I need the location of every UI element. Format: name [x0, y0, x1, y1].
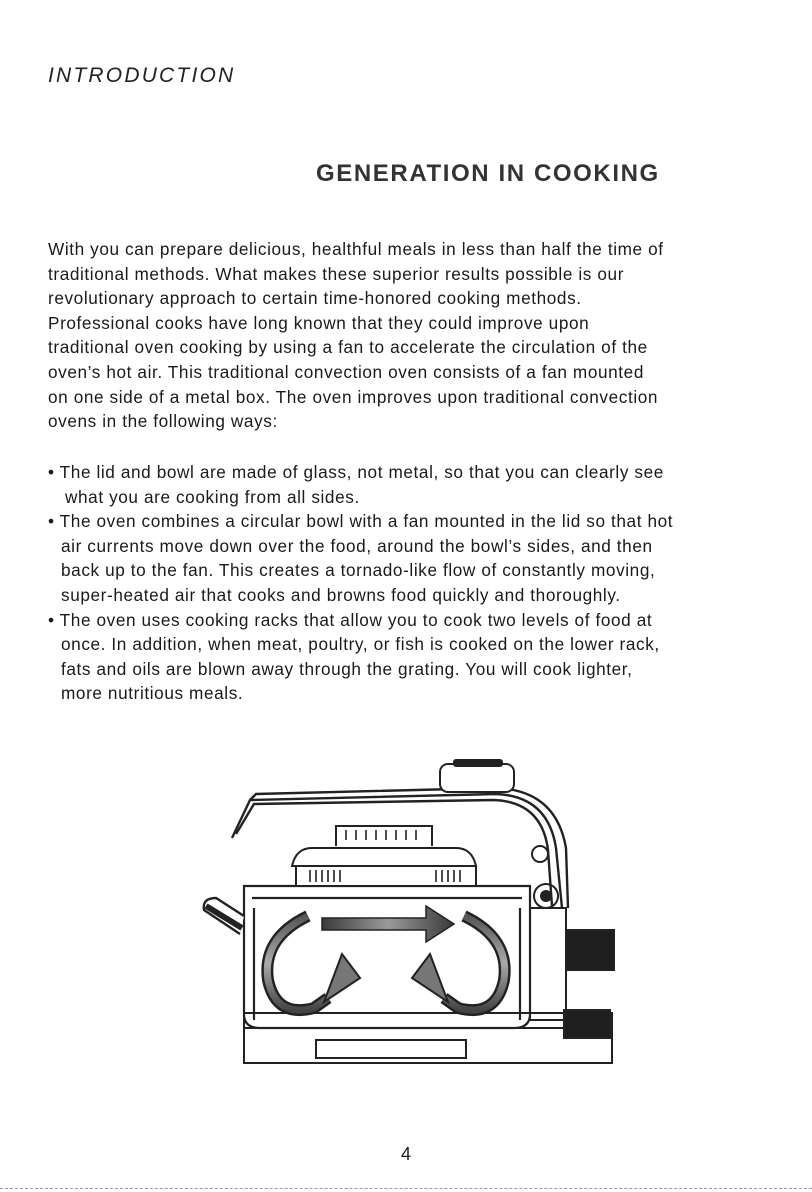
feature-list-item: [48, 460, 808, 509]
intro-line: on one side of a metal box. The oven improves upon traditional convection: [48, 386, 659, 407]
section-title: INTRODUCTION: [48, 64, 236, 87]
intro-line: revolutionary approach to certain time-honored cooking methods.: [48, 288, 582, 309]
airflow-arrow-right-icon: [322, 906, 454, 942]
feature-line: • The oven combines a circular bowl with a fan mounted in the lid so that hot: [48, 511, 674, 532]
feature-line: what you are cooking from all sides.: [65, 486, 360, 507]
feature-line: air currents move down over the food, around the bowl’s sides, and then: [61, 535, 653, 556]
airflow-up-arrow-left-icon: [324, 954, 360, 1002]
feature-line: super-heated air that cooks and browns food quickly and thoroughly.: [61, 584, 621, 605]
feature-line: back up to the fan. This creates a tornado-like flow of constantly moving,: [61, 560, 656, 581]
airflow-up-arrow-right-icon: [412, 954, 448, 1002]
intro-line: oven’s hot air. This traditional convection oven consists of a fan mounted: [48, 361, 645, 382]
hinge-column: [530, 846, 614, 1020]
feature-list-item: [48, 608, 808, 706]
intro-line: With you can prepare delicious, healthful meals in less than half the time of: [48, 239, 664, 259]
page-bottom-rule: [0, 1188, 812, 1189]
intro-line: traditional oven cooking by using a fan to accelerate the circulation of the: [48, 337, 648, 358]
intro-paragraph: [48, 237, 788, 434]
intro-line: ovens in the following ways:: [48, 411, 278, 432]
page-headline: GENERATION IN COOKING: [316, 160, 660, 187]
feature-list-item: [48, 509, 808, 607]
feature-list: [48, 460, 808, 706]
oven-lid: [292, 826, 476, 886]
feature-line: fats and oils are blown away through the grating. You will cook lighter,: [61, 658, 633, 679]
oven-base: [244, 1010, 612, 1063]
airflow-arrows: [267, 906, 504, 1010]
feature-line: more nutritious meals.: [61, 683, 244, 704]
control-knob-icon: [440, 760, 514, 792]
intro-line: Professional cooks have long known that they could improve upon: [48, 312, 590, 333]
convection-oven-illustration: [196, 758, 616, 1070]
feature-line: once. In addition, when meat, poultry, or fish is cooked on the lower rack,: [61, 634, 660, 655]
intro-line: traditional methods. What makes these superior results possible is our: [48, 263, 625, 284]
page-number: 4: [400, 1144, 411, 1164]
feature-line: • The lid and bowl are made of glass, not metal, so that you can clearly see: [48, 462, 664, 482]
feature-line: • The oven uses cooking racks that allow you to cook two levels of food at: [48, 609, 653, 630]
